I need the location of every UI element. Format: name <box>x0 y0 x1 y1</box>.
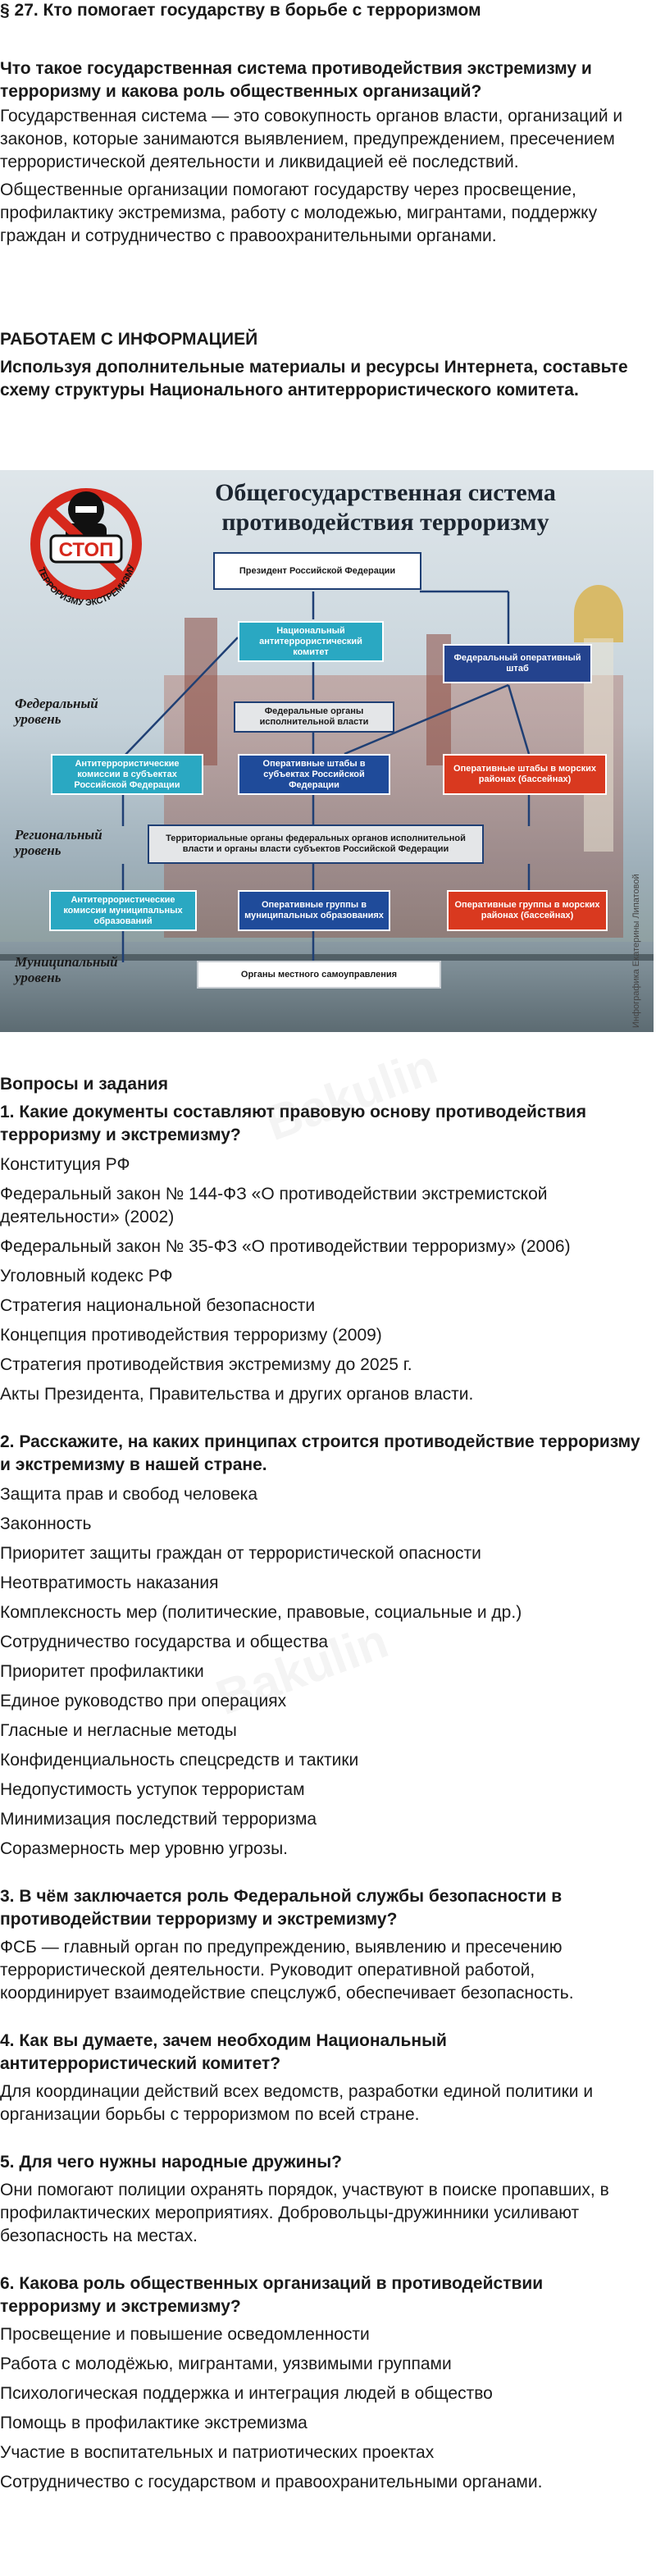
box-op-groups-sea: Оперативные группы в морских районах (бассейнах) <box>447 890 608 931</box>
intro-paragraph-1: Государственная система — это совокупность органов власти, организаций и законов, которые занимаются выявлением, предупреждением, пресечением террористической деятельности и ликвидацией её последствий. <box>0 107 623 171</box>
box-op-hq-regions: Оперативные штабы в субъектах Российской Федерации <box>238 754 390 795</box>
list-item: Стратегия национальной безопасности <box>0 1296 316 1315</box>
box-op-hq-sea: Оперативные штабы в морских районах (бассейнах) <box>443 754 607 795</box>
infographic-title-line-2: противодействия терроризму <box>221 509 549 536</box>
list-item: Работа с молодёжью, мигрантами, уязвимыми группами <box>0 2354 452 2373</box>
list-item: Акты Президента, Правительства и других органов власти. <box>0 1385 474 1404</box>
questions-heading: Вопросы и задания <box>0 1075 168 1094</box>
list-item: Психологическая поддержка и интеграция людей в общество <box>0 2384 493 2403</box>
list-item: Просвещение и повышение осведомленности <box>0 2325 370 2344</box>
q1-question: 1. Какие документы составляют правовую основу противодействия терроризму и экстремизму? <box>0 1103 586 1144</box>
q2-question: 2. Расскажите, на каких принципах строится противодействие терроризму и экстремизму в нашей стране. <box>0 1432 640 1474</box>
work-heading: РАБОТАЕМ С ИНФОРМАЦИЕЙ <box>0 330 258 349</box>
q6-list <box>0 2323 648 2494</box>
box-federal-hq: Федеральный оперативный штаб <box>443 644 592 683</box>
intro-section <box>0 57 648 248</box>
page-title: § 27. Кто помогает государству в борьбе с терроризмом <box>0 1 481 20</box>
work-section <box>0 328 648 402</box>
q4-answer: Для координации действий всех ведомств, разработки единой политики и организации борьбы с терроризмом по всей стране. <box>0 2082 594 2124</box>
list-item: Федеральный закон № 35-ФЗ «О противодействии терроризму» (2006) <box>0 1237 571 1256</box>
list-item: Концепция противодействия терроризму (2009) <box>0 1326 382 1345</box>
box-local-government: Органы местного самоуправления <box>197 961 441 989</box>
list-item: Неотвратимость наказания <box>0 1573 219 1592</box>
q4-question: 4. Как вы думаете, зачем необходим Национальный антитеррористический комитет? <box>0 2031 447 2073</box>
list-item: Уголовный кодекс РФ <box>0 1267 173 1286</box>
box-atc-regions: Антитеррористические комиссии в субъектах Российской Федерации <box>51 754 203 795</box>
level-municipal: Муниципальный уровень <box>15 954 118 985</box>
list-item: Федеральный закон № 144-ФЗ «О противодействии экстремистской деятельности» (2002) <box>0 1185 548 1226</box>
list-item: Стратегия противодействия экстремизму до 2025 г. <box>0 1355 412 1374</box>
list-item: Сотрудничество с государством и правоохранительными органами. <box>0 2473 543 2492</box>
list-item: Конфиденциальность спецсредств и тактики <box>0 1751 359 1770</box>
list-item: Недопустимость уступок террористам <box>0 1780 305 1799</box>
list-item: Конституция РФ <box>0 1155 130 1174</box>
box-nak: Национальный антитеррористический комитет <box>238 621 384 662</box>
q2-list <box>0 1483 648 1861</box>
q1-list <box>0 1153 648 1406</box>
q3-answer: ФСБ — главный орган по предупреждению, выявлению и пресечению террористической деятельности. Руководит оперативной работой, координирует взаимодействие спецслужб, обеспечивает безопасность. <box>0 1938 574 2003</box>
level-regional: Региональный уровень <box>15 827 102 858</box>
stop-ring-text: ТЕРРОРИЗМУ ЭКСТРЕМИЗМУ <box>35 563 137 609</box>
q5-question: 5. Для чего нужны народные дружины? <box>0 2153 342 2172</box>
list-item: Помощь в профилактике экстремизма <box>0 2414 308 2432</box>
questions-section <box>0 1073 648 2501</box>
box-op-groups-municipal: Оперативные группы в муниципальных образованиях <box>238 890 390 931</box>
intro-question: Что такое государственная система противодействия экстремизму и терроризму и какова роль общественных организаций? <box>0 59 592 101</box>
list-item: Приоритет профилактики <box>0 1662 204 1681</box>
infographic-title-line-1: Общегосударственная система <box>215 479 556 506</box>
list-item: Единое руководство при операциях <box>0 1692 287 1710</box>
list-item: Соразмерность мер уровню угрозы. <box>0 1839 288 1858</box>
list-item: Законность <box>0 1514 92 1533</box>
level-federal: Федеральный уровень <box>15 696 98 727</box>
stop-word: СТОП <box>58 539 114 561</box>
list-item: Сотрудничество государства и общества <box>0 1633 329 1651</box>
list-item: Минимизация последствий терроризма <box>0 1810 317 1829</box>
q5-answer: Они помогают полиции охранять порядок, участвуют в поиске пропавших, в профилактических мероприятиях. Добровольцы-дружинники усиливают безопасность на местах. <box>0 2181 609 2245</box>
list-item: Гласные и негласные методы <box>0 1721 237 1740</box>
list-item: Защита прав и свобод человека <box>0 1485 258 1504</box>
paragraph-title-block <box>0 0 648 21</box>
work-task: Используя дополнительные материалы и ресурсы Интернета, составьте схему структуры Национального антитеррористического комитета. <box>0 358 628 400</box>
box-federal-organs: Федеральные органы исполнительной власти <box>234 701 394 733</box>
list-item: Приоритет защиты граждан от террористической опасности <box>0 1544 481 1563</box>
q6-question: 6. Какова роль общественных организаций в противодействии терроризму и экстремизму? <box>0 2274 544 2316</box>
infographic-credit <box>631 1028 640 1032</box>
box-president: Президент Российской Федерации <box>213 552 421 590</box>
q3-question: 3. В чём заключается роль Федеральной службы безопасности в противодействии терроризму и экстремизму? <box>0 1887 563 1929</box>
box-atc-municipal: Антитеррористические комиссии муниципальных образований <box>49 890 197 931</box>
list-item: Участие в воспитательных и патриотических проектах <box>0 2443 435 2462</box>
box-territorial-organs: Территориальные органы федеральных органов исполнительной власти и органы власти субъектов Российской Федерации <box>148 824 484 864</box>
intro-paragraph-2: Общественные организации помогают государству через просвещение, профилактику экстремизма, работу с молодежью, мигрантами, поддержку граждан и сотрудничество с правоохранительными органами. <box>0 180 598 245</box>
list-item: Комплексность мер (политические, правовые, социальные и др.) <box>0 1603 522 1622</box>
infographic-terrorism-system <box>0 470 654 1032</box>
